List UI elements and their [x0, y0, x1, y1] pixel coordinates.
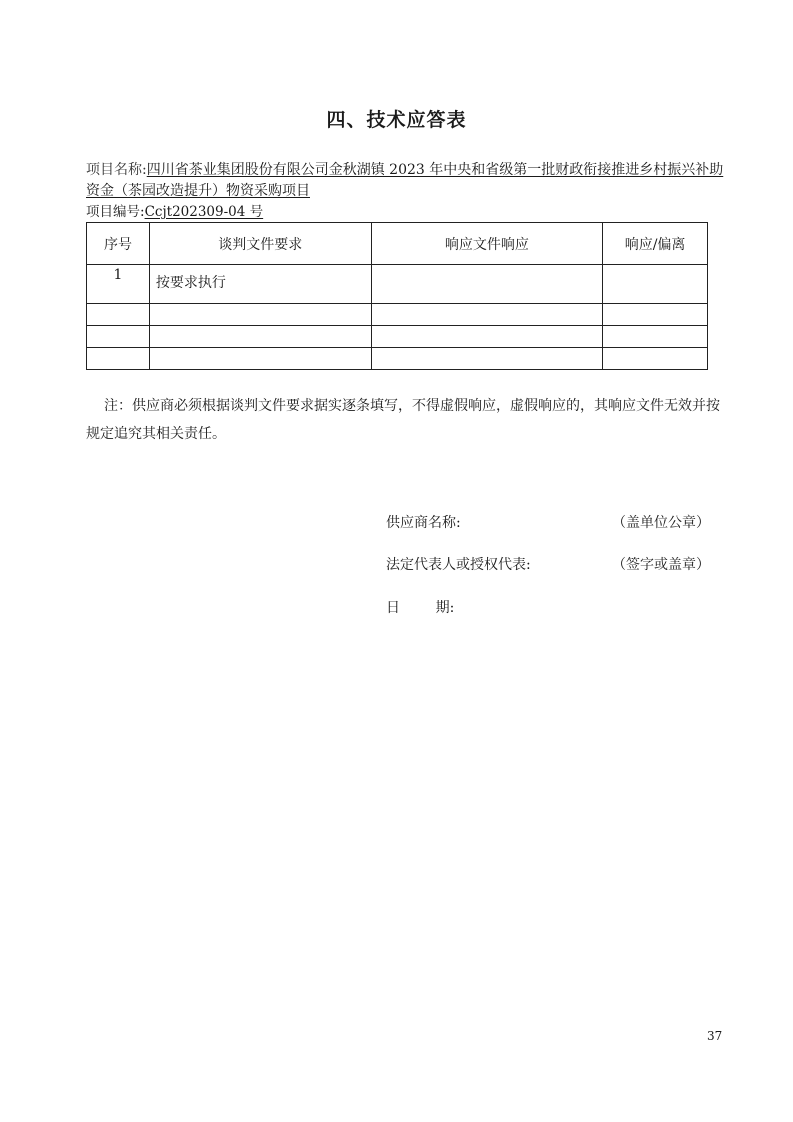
cell-deviation[interactable]: [603, 326, 708, 348]
header-response: 响应文件响应: [371, 223, 603, 265]
table-row: [87, 348, 708, 370]
cell-response[interactable]: [371, 326, 603, 348]
table-row: [87, 304, 708, 326]
project-code-label: 项目编号:: [86, 204, 145, 220]
cell-requirement: 按要求执行: [149, 265, 371, 304]
cell-deviation[interactable]: [603, 304, 708, 326]
cell-no: [87, 348, 150, 370]
cell-requirement: [149, 326, 371, 348]
project-code-value: Ccjt202309-04 号: [144, 204, 264, 220]
project-name-value: 四川省茶业集团股份有限公司金秋湖镇 2023 年中央和省级第一批财政衔接推进乡村振兴补助资金（茶园改造提升）物资采购项目: [86, 162, 724, 199]
response-table: [86, 222, 708, 370]
page-number: 37: [707, 1029, 723, 1043]
project-name-label: 项目名称:: [86, 162, 147, 178]
table-row: [87, 326, 708, 348]
cell-no: [87, 326, 150, 348]
note-text: 注：供应商必须根据谈判文件要求据实逐条填写，不得虚假响应，虚假响应的，其响应文件无效并按规定追究其相关责任。: [86, 398, 720, 442]
header-requirement: 谈判文件要求: [149, 223, 371, 265]
project-code: [86, 203, 263, 221]
cell-deviation[interactable]: [603, 348, 708, 370]
cell-no: 1: [87, 265, 150, 304]
date-label: 日 期:: [386, 600, 455, 616]
supplier-seal-hint: （盖单位公章）: [612, 515, 710, 531]
table-header-row: [87, 223, 708, 265]
table-row: [87, 265, 708, 304]
header-no: 序号: [87, 223, 150, 265]
representative-label: 法定代表人或授权代表:: [386, 557, 531, 573]
cell-response[interactable]: [371, 348, 603, 370]
cell-response[interactable]: [371, 304, 603, 326]
header-deviation: 响应/偏离: [603, 223, 708, 265]
cell-requirement: [149, 304, 371, 326]
page-title: 四、技术应答表: [326, 109, 467, 131]
supplier-name-label: 供应商名称:: [386, 515, 461, 531]
representative-sign-hint: （签字或盖章）: [612, 557, 710, 573]
cell-no: [87, 304, 150, 326]
cell-response[interactable]: [371, 265, 603, 304]
cell-requirement: [149, 348, 371, 370]
project-name: [86, 160, 726, 202]
cell-deviation[interactable]: [603, 265, 708, 304]
